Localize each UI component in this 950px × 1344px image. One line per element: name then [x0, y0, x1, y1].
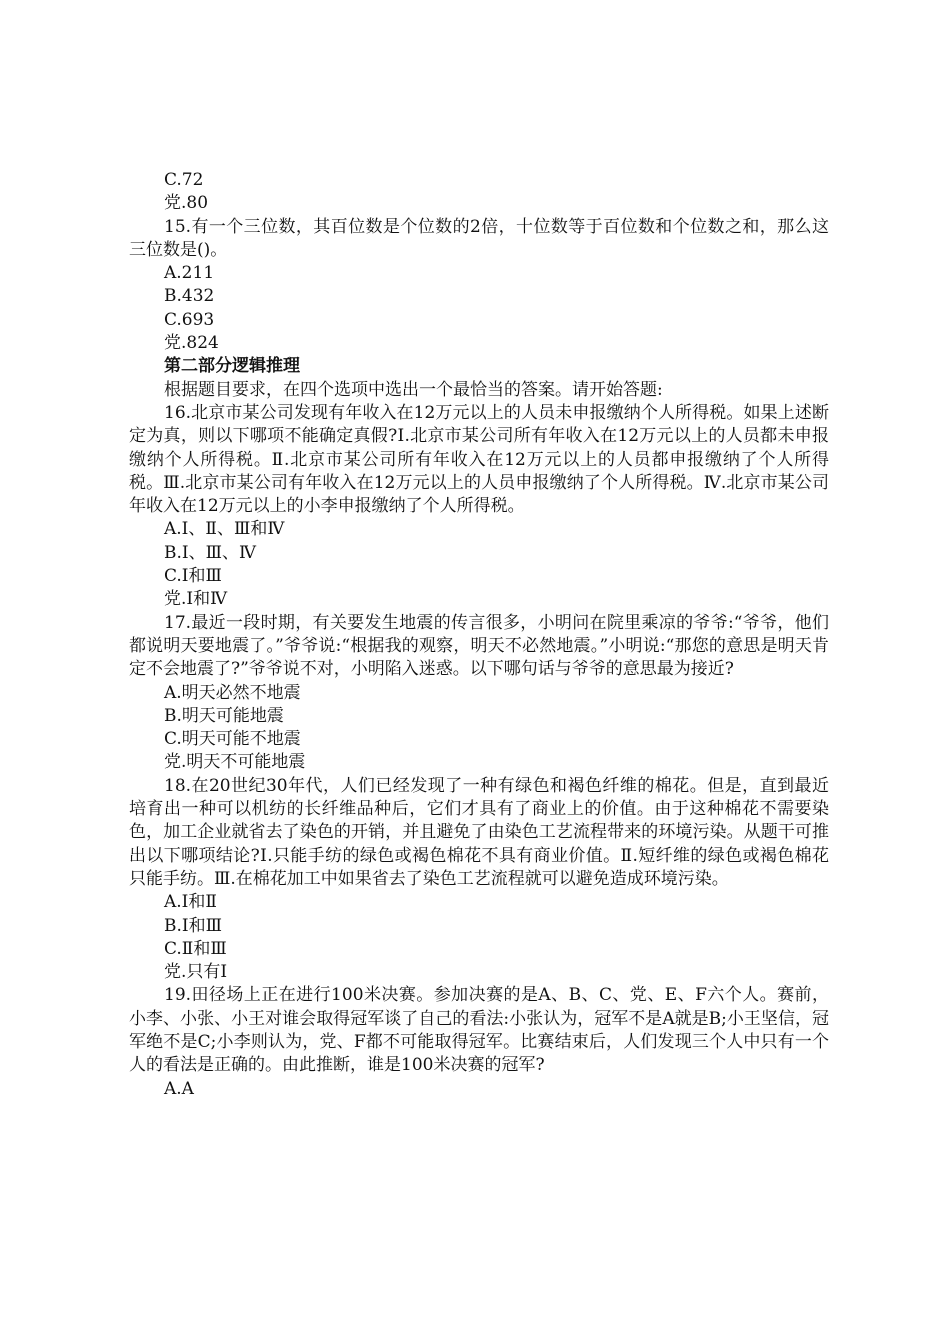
option-line: 党.Ⅰ和Ⅳ — [164, 589, 228, 610]
option-line: 党.80 — [164, 193, 209, 214]
option-line: B.Ⅰ、Ⅲ、Ⅳ — [164, 542, 256, 563]
option-line: B.Ⅰ和Ⅲ — [164, 915, 223, 936]
document-body — [129, 169, 829, 1101]
option-line: 党.824 — [164, 333, 219, 354]
option-line: A.A — [164, 1078, 194, 1099]
option-line: A.211 — [164, 263, 215, 284]
option-line: B.432 — [164, 286, 215, 307]
question-paragraph: 18.在20世纪30年代，人们已经发现了一种有绿色和褐色纤维的棉花。但是，直到最近培育出一种可以机纺的长纤维品种后，它们才具有了商业上的价值。由于这种棉花不需要染色，加工企业就省去了染色的开销，并且避免了由染色工艺流程带来的环境污染。从题干可推出以下哪项结论?Ⅰ.只能手纺的绿色或褐色棉花不具有商业价值。Ⅱ.短纤维的绿色或褐色棉花只能手纺。Ⅲ.在棉花加工中如果省去了染色工艺流程就可以避免造成环境污染。 — [129, 775, 829, 889]
option-line: B.明天可能地震 — [164, 705, 284, 726]
option-line: C.72 — [164, 170, 204, 190]
option-line: C.明天可能不地震 — [164, 729, 301, 750]
question-paragraph: 17.最近一段时期，有关要发生地震的传言很多，小明问在院里乘凉的爷爷:“爷爷，他们都说明天要地震了。”爷爷说:“根据我的观察，明天不必然地震。”小明说:“那您的意思是明天肯定不会地震了?”爷爷说不对，小明陷入迷惑。以下哪句话与爷爷的意思最为接近? — [129, 612, 829, 680]
option-line: 党.只有Ⅰ — [164, 962, 228, 983]
option-line: C.Ⅱ和Ⅲ — [164, 938, 227, 959]
question-paragraph: 19.田径场上正在进行100米决赛。参加决赛的是A、B、C、党、E、F六个人。赛前，小李、小张、小王对谁会取得冠军谈了自己的看法:小张认为，冠军不是A就是B;小王坚信，冠军绝不是C;小李则认为，党、F都不可能取得冠军。比赛结束后，人们发现三个人中只有一个人的看法是正确的。由此推断，谁是100米决赛的冠军? — [129, 985, 829, 1076]
question-paragraph: 16.北京市某公司发现有年收入在12万元以上的人员未申报缴纳个人所得税。如果上述断定为真，则以下哪项不能确定真假?Ⅰ.北京市某公司所有年收入在12万元以上的人员都未申报缴纳个人所得税。Ⅱ.北京市某公司所有年收入在12万元以上的人员都申报缴纳了个人所得税。Ⅲ.北京市某公司有年收入在12万元以上的人员申报缴纳了个人所得税。Ⅳ.北京市某公司年收入在12万元以上的小李申报缴纳了个人所得税。 — [129, 402, 829, 517]
option-line: 党.明天不可能地震 — [164, 752, 306, 773]
instruction-paragraph: 根据题目要求，在四个选项中选出一个最恰当的答案。请开始答题: — [164, 379, 663, 400]
question-paragraph: 15.有一个三位数，其百位数是个位数的2倍，十位数等于百位数和个位数之和，那么这三位数是()。 — [129, 216, 829, 260]
option-line: A.Ⅰ、Ⅱ、Ⅲ和Ⅳ — [164, 519, 285, 540]
option-line: C.693 — [164, 309, 215, 330]
option-line: A.明天必然不地震 — [164, 682, 301, 703]
option-line: A.Ⅰ和Ⅱ — [164, 892, 217, 913]
option-line: C.Ⅰ和Ⅲ — [164, 566, 222, 587]
section-heading: 第二部分逻辑推理 — [164, 356, 300, 377]
